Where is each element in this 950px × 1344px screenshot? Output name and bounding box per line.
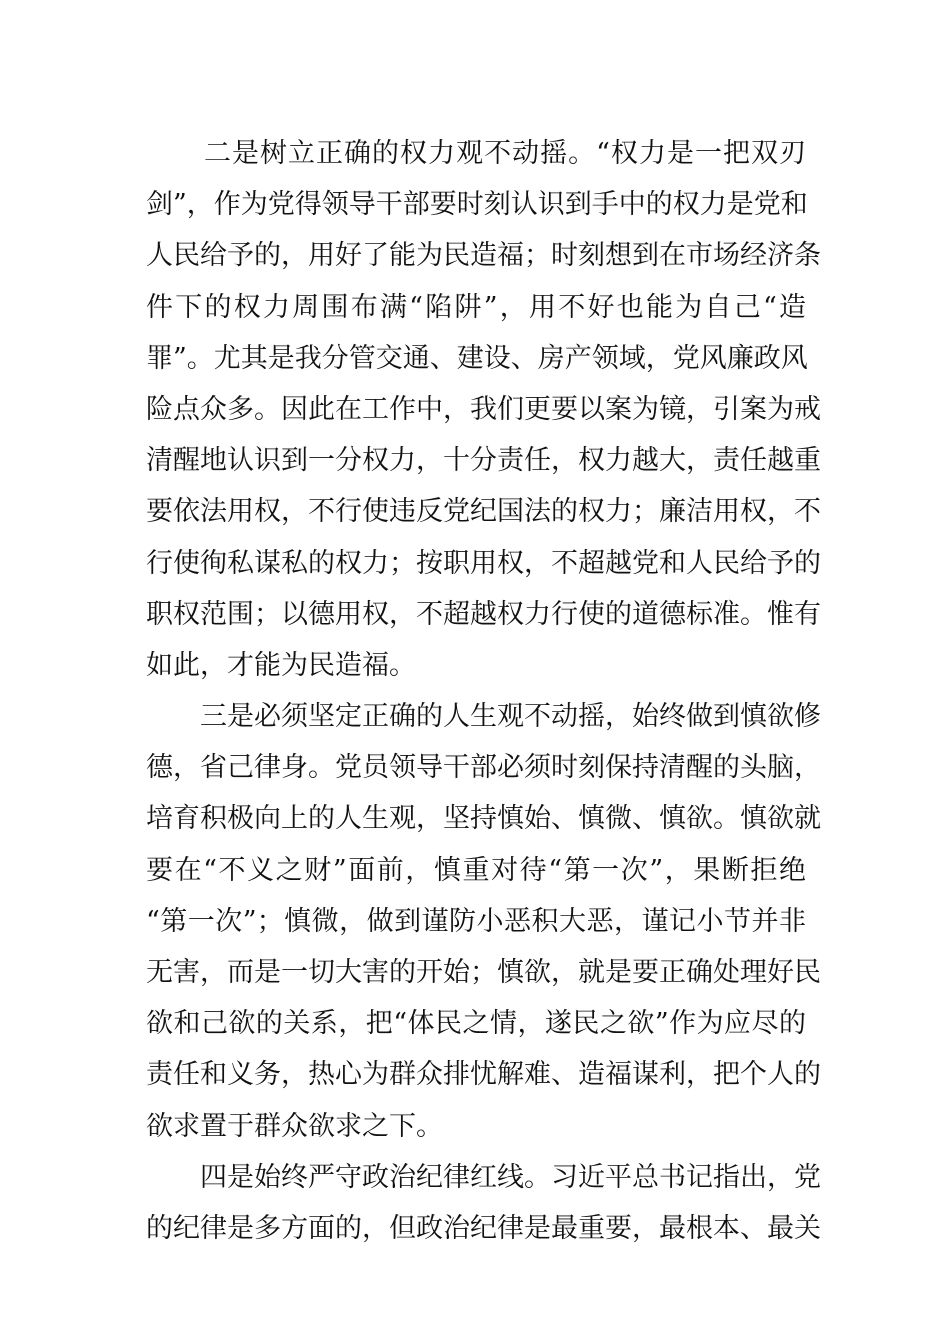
paragraph-3-line-4: 要在“不义之财”面前，慎重对待“第一次”，果断拒绝: [146, 854, 806, 886]
paragraph-3-line-8: 责任和义务，热心为群众排忧解难、造福谋利，把个人的: [146, 1059, 821, 1091]
paragraph-4-line-1: 四是始终严守政治纪律红线。习近平总书记指出，党: [200, 1161, 821, 1193]
paragraph-3-line-3: 培育积极向上的人生观，坚持慎始、慎微、慎欲。慎欲就: [146, 803, 821, 835]
paragraph-3-line-6: 无害，而是一切大害的开始；慎欲，就是要正确处理好民: [146, 957, 821, 988]
paragraph-2-line-4: 件下的权力周围布满“陷阱”，用不好也能为自己“造: [146, 291, 806, 323]
paragraph-2-line-7: 清醒地认识到一分权力，十分责任，权力越大，责任越重: [146, 445, 821, 477]
paragraph-2-line-5: 罪”。尤其是我分管交通、建设、房产领域，党风廉政风: [146, 342, 808, 374]
paragraph-3-line-2: 德，省己律身。党员领导干部必须时刻保持清醒的头脑，: [146, 752, 821, 784]
paragraph-4-line-2: 的纪律是多方面的，但政治纪律是最重要，最根本、最关: [146, 1212, 821, 1244]
paragraph-3-line-7: 欲和己欲的关系，把“体民之情，遂民之欲”作为应尽的: [146, 1008, 806, 1040]
paragraph-3-line-1: 三是必须坚定正确的人生观不动摇，始终做到慎欲修: [200, 701, 821, 733]
paragraph-2-line-8: 要依法用权，不行使违反党纪国法的权力；廉洁用权，不: [146, 496, 821, 528]
paragraph-2-line-6: 险点众多。因此在工作中，我们更要以案为镜，引案为戒: [146, 393, 821, 425]
document-body: [146, 128, 821, 1254]
paragraph-2-line-11: 如此，才能为民造福。: [146, 649, 416, 681]
paragraph-2-line-3: 人民给予的，用好了能为民造福；时刻想到在市场经济条: [146, 240, 821, 272]
paragraph-2-line-1: 二是树立正确的权力观不动摇。“权力是一把双刃: [204, 138, 806, 169]
paragraph-3-line-9: 欲求置于群众欲求之下。: [146, 1110, 443, 1142]
paragraph-2-line-2: 剑”，作为党得领导干部要时刻认识到手中的权力是党和: [146, 189, 808, 221]
paragraph-2-line-9: 行使徇私谋私的权力；按职用权，不超越党和人民给予的: [146, 547, 821, 579]
paragraph-2-line-10: 职权范围；以德用权，不超越权力行使的道德标准。惟有: [146, 598, 821, 630]
paragraph-3-line-5: “第一次”；慎微，做到谨防小恶积大恶，谨记小节并非: [146, 905, 806, 937]
